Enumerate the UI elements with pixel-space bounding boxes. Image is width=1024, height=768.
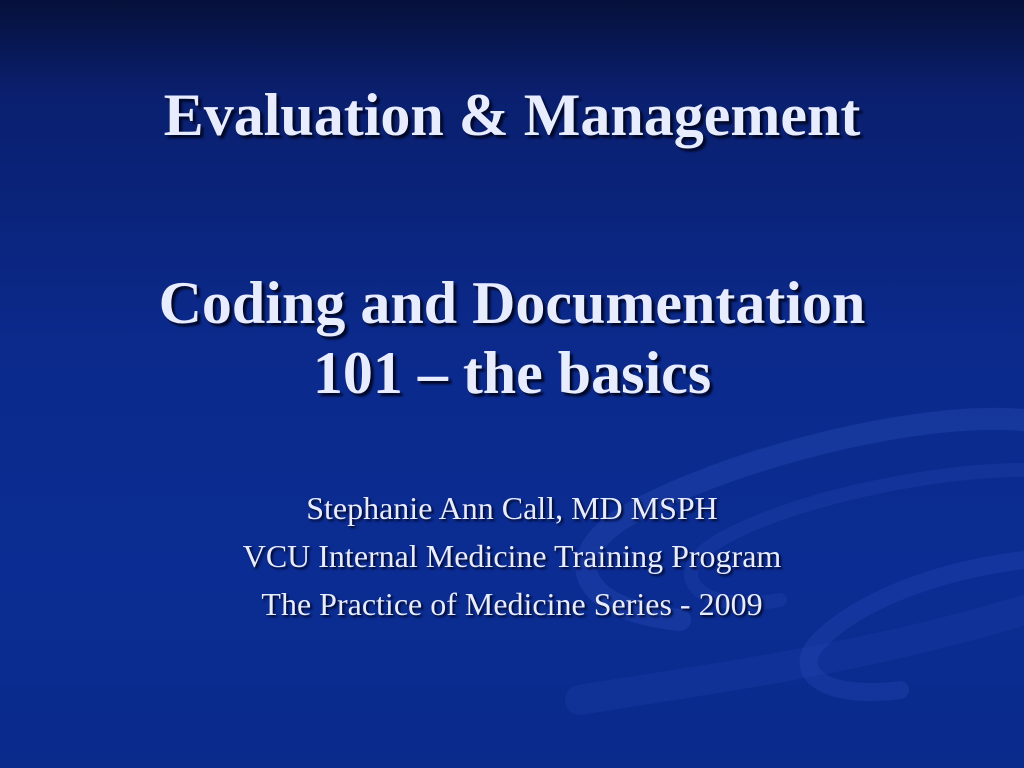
- slide-subtitle: [0, 484, 1024, 628]
- slide-title: [0, 80, 1024, 408]
- title-spacer: [0, 150, 1024, 220]
- title-line-1: Evaluation & Management: [163, 82, 861, 148]
- presenter-name: Stephanie Ann Call, MD MSPH: [306, 490, 718, 526]
- title-line-3: 101 – the basics: [312, 340, 712, 406]
- program-name: VCU Internal Medicine Training Program: [242, 538, 782, 574]
- series-name: The Practice of Medicine Series - 2009: [261, 586, 763, 622]
- title-line-2: Coding and Documentation: [158, 270, 866, 336]
